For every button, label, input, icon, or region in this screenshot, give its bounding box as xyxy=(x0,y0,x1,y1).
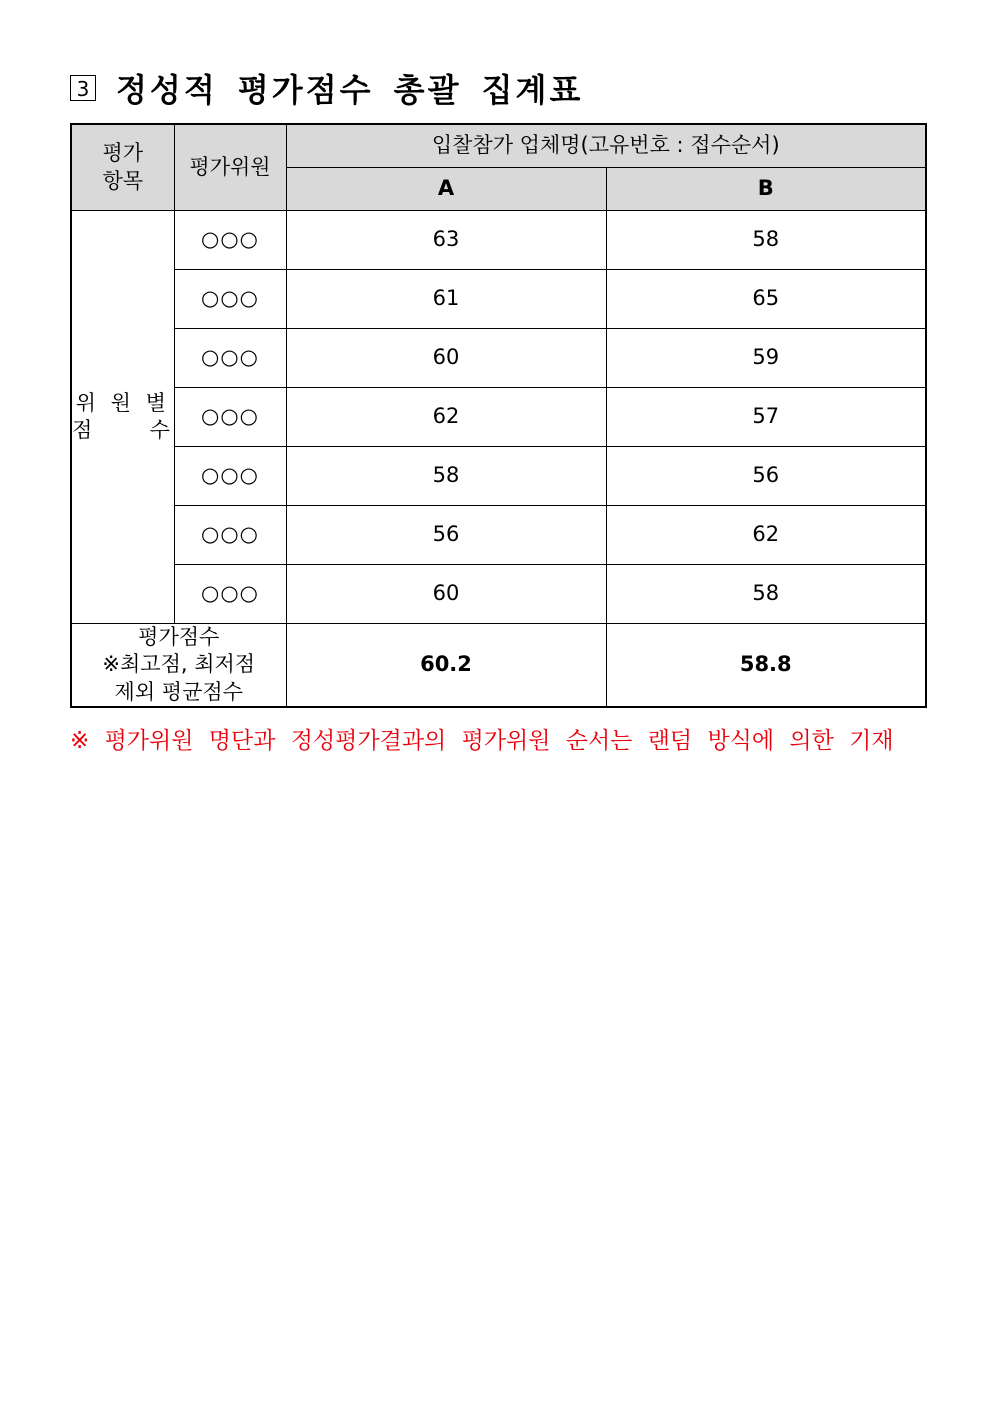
footnote: ※ 평가위원 명단과 정성평가결과의 평가위원 순서는 랜덤 방식에 의한 기재 xyxy=(70,728,894,754)
evaluator-name: ○○○ xyxy=(174,270,286,329)
table-row xyxy=(71,211,926,270)
score-a: 58 xyxy=(286,447,606,506)
table-row xyxy=(71,447,926,506)
score-b: 57 xyxy=(606,388,926,447)
header-bidder-b: B xyxy=(606,168,926,211)
section-number-box: 3 xyxy=(70,75,96,101)
score-summary-table xyxy=(70,123,927,708)
title-text: 정성적 평가점수 총괄 집계표 xyxy=(116,71,584,109)
table-row xyxy=(71,506,926,565)
evaluator-name: ○○○ xyxy=(174,565,286,624)
score-b: 62 xyxy=(606,506,926,565)
score-b: 56 xyxy=(606,447,926,506)
score-b: 58 xyxy=(606,565,926,624)
evaluator-name: ○○○ xyxy=(174,447,286,506)
score-b: 65 xyxy=(606,270,926,329)
score-a: 60 xyxy=(286,329,606,388)
score-a: 62 xyxy=(286,388,606,447)
header-bidders-group: 입찰참가 업체명(고유번호 : 접수순서) xyxy=(286,124,926,168)
header-bidder-a: A xyxy=(286,168,606,211)
score-b: 59 xyxy=(606,329,926,388)
evaluator-name: ○○○ xyxy=(174,506,286,565)
table-row xyxy=(71,565,926,624)
table-row xyxy=(71,270,926,329)
score-b: 58 xyxy=(606,211,926,270)
header-evaluator: 평가위원 xyxy=(174,124,286,211)
total-row xyxy=(71,624,926,708)
score-a: 56 xyxy=(286,506,606,565)
table-row xyxy=(71,329,926,388)
total-score-a: 60.2 xyxy=(286,624,606,708)
header-evaluation-item: 평가 항목 xyxy=(71,124,174,211)
evaluator-name: ○○○ xyxy=(174,211,286,270)
score-a: 63 xyxy=(286,211,606,270)
page-title xyxy=(70,66,583,110)
table-row xyxy=(71,388,926,447)
score-a: 60 xyxy=(286,565,606,624)
total-label: 평가점수 ※최고점, 최저점 제외 평균점수 xyxy=(71,624,286,708)
evaluator-name: ○○○ xyxy=(174,388,286,447)
evaluator-name: ○○○ xyxy=(174,329,286,388)
total-score-b: 58.8 xyxy=(606,624,926,708)
group-label-per-evaluator-scores: 위 원 별 점 수 xyxy=(71,211,174,624)
score-a: 61 xyxy=(286,270,606,329)
